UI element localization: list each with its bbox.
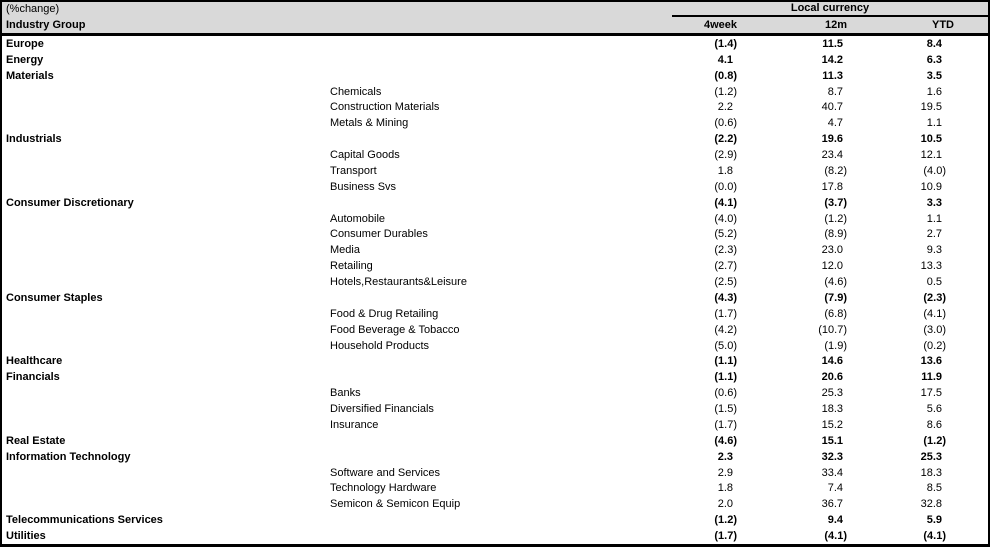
table-row (2, 195, 988, 211)
value-ytd: 1.1 (926, 212, 942, 225)
value-12m: 23.4 (821, 149, 843, 162)
table-row (2, 211, 988, 227)
value-4week: (1.2) (714, 514, 737, 527)
table-row (2, 131, 988, 147)
value-4week: (4.0) (714, 212, 737, 225)
industry-group-header: Industry Group (6, 18, 86, 31)
industry-group-label: Europe (6, 37, 44, 50)
table-row (2, 306, 988, 322)
value-4week: (5.2) (714, 228, 737, 241)
industry-group-label: Information Technology (6, 450, 131, 463)
value-12m: 7.4 (827, 482, 843, 495)
value-12m: 15.2 (821, 418, 843, 431)
value-4week: (2.7) (714, 260, 737, 273)
value-ytd: 8.6 (926, 418, 942, 431)
table-row (2, 179, 988, 195)
value-ytd: 2.7 (926, 228, 942, 241)
table-header (2, 2, 988, 36)
value-4week: 4.1 (717, 53, 733, 66)
percent-change-label: (%change) (6, 3, 60, 15)
table-row (2, 100, 988, 116)
value-4week: (1.5) (714, 403, 737, 416)
value-ytd: 13.6 (920, 355, 942, 368)
value-12m: 19.6 (821, 133, 843, 146)
value-12m: 4.7 (827, 117, 843, 130)
value-4week: (2.5) (714, 276, 737, 289)
sub-industry-label: Retailing (330, 260, 373, 273)
sub-industry-label: Diversified Financials (330, 403, 434, 416)
value-ytd: 3.3 (926, 196, 942, 209)
value-4week: (1.7) (714, 418, 737, 431)
value-4week: (1.7) (714, 530, 737, 543)
value-12m: 14.2 (821, 53, 843, 66)
industry-group-label: Energy (6, 53, 44, 66)
header-row-top (2, 2, 988, 17)
value-4week: (4.6) (714, 434, 737, 447)
value-12m: (1.2) (824, 212, 847, 225)
value-4week: (2.3) (714, 244, 737, 257)
value-ytd: (4.1) (923, 530, 946, 543)
industry-group-label: Real Estate (6, 434, 66, 447)
table-row (2, 481, 988, 497)
value-ytd: 25.3 (920, 450, 942, 463)
value-4week: 2.0 (717, 498, 733, 511)
industry-group-label: Financials (6, 371, 60, 384)
table-row (2, 496, 988, 512)
value-12m: (4.1) (824, 530, 847, 543)
value-4week: (2.2) (714, 133, 737, 146)
industry-group-label: Industrials (6, 133, 62, 146)
value-12m: 14.6 (821, 355, 843, 368)
value-4week: (0.6) (714, 387, 737, 400)
value-12m: (1.9) (824, 339, 847, 352)
sub-industry-label: Technology Hardware (330, 482, 437, 495)
value-ytd: 19.5 (920, 101, 942, 114)
value-12m: (4.6) (824, 276, 847, 289)
value-4week: (4.3) (714, 291, 737, 304)
value-12m: 15.1 (821, 434, 843, 447)
value-ytd: 3.5 (926, 69, 942, 82)
sub-industry-label: Food Beverage & Tobacco (330, 323, 460, 336)
value-ytd: 10.5 (920, 133, 942, 146)
value-4week: 2.3 (717, 450, 733, 463)
sub-industry-label: Media (330, 244, 360, 257)
sub-industry-label: Consumer Durables (330, 228, 428, 241)
table-row (2, 147, 988, 163)
value-4week: (0.8) (714, 69, 737, 82)
table-row (2, 401, 988, 417)
sub-industry-label: Chemicals (330, 85, 382, 98)
value-ytd: 10.9 (920, 180, 942, 193)
value-ytd: 5.6 (926, 403, 942, 416)
sub-industry-label: Semicon & Semicon Equip (330, 498, 461, 511)
value-ytd: 8.5 (926, 482, 942, 495)
industry-group-label: Consumer Staples (6, 291, 103, 304)
value-12m: (8.9) (824, 228, 847, 241)
value-ytd: 13.3 (920, 260, 942, 273)
value-12m: 11.3 (822, 69, 843, 82)
sub-industry-label: Food & Drug Retailing (330, 307, 439, 320)
industry-group-label: Utilities (6, 530, 46, 543)
value-4week: 2.2 (717, 101, 733, 114)
value-ytd: 32.8 (920, 498, 942, 511)
value-12m: 40.7 (821, 101, 843, 114)
sub-industry-label: Insurance (330, 418, 379, 431)
header-row-columns (2, 17, 988, 33)
value-12m: 33.4 (821, 466, 843, 479)
sub-industry-label: Software and Services (330, 466, 441, 479)
value-ytd: 18.3 (920, 466, 942, 479)
value-12m: (7.9) (824, 291, 847, 304)
value-ytd: 1.1 (926, 117, 942, 130)
value-4week: (0.6) (714, 117, 737, 130)
table-row (2, 227, 988, 243)
value-12m: 17.8 (821, 180, 843, 193)
value-ytd: 17.5 (920, 387, 942, 400)
value-4week: 1.8 (717, 482, 733, 495)
value-12m: 11.5 (822, 37, 843, 50)
value-12m: 12.0 (821, 260, 843, 273)
table-row (2, 322, 988, 338)
value-4week: (4.1) (714, 196, 737, 209)
table-row (2, 338, 988, 354)
table-row (2, 163, 988, 179)
value-12m: 9.4 (827, 514, 843, 527)
value-4week: 2.9 (717, 466, 733, 479)
value-12m: (8.2) (824, 164, 847, 177)
value-4week: (1.1) (714, 355, 737, 368)
industry-group-label: Consumer Discretionary (6, 196, 134, 209)
value-ytd: (2.3) (923, 291, 946, 304)
value-ytd: (1.2) (923, 434, 946, 447)
sub-industry-label: Business Svs (330, 180, 397, 193)
value-12m: 23.0 (821, 244, 843, 257)
sub-industry-label: Hotels,Restaurants&Leisure (330, 276, 467, 289)
industry-group-label: Healthcare (6, 355, 63, 368)
table-row (2, 417, 988, 433)
sub-industry-label: Construction Materials (330, 101, 440, 114)
value-ytd: 0.5 (926, 276, 942, 289)
table-row (2, 385, 988, 401)
table-row (2, 449, 988, 465)
sub-industry-label: Transport (330, 164, 377, 177)
sub-industry-label: Household Products (330, 339, 430, 352)
table-row (2, 369, 988, 385)
table-row (2, 528, 988, 544)
table-row (2, 433, 988, 449)
table-row (2, 512, 988, 528)
value-12m: (3.7) (824, 196, 847, 209)
table-row (2, 115, 988, 131)
value-4week: (2.9) (714, 149, 737, 162)
value-ytd: 6.3 (926, 53, 942, 66)
value-ytd: (0.2) (923, 339, 946, 352)
table-row (2, 52, 988, 68)
value-ytd: 9.3 (926, 244, 942, 257)
col-header-12m: 12m (824, 18, 847, 31)
value-12m: 20.6 (821, 371, 843, 384)
table-row (2, 68, 988, 84)
value-ytd: 11.9 (921, 371, 942, 384)
table-row (2, 258, 988, 274)
table-row (2, 290, 988, 306)
value-12m: 32.3 (821, 450, 843, 463)
table-row (2, 274, 988, 290)
value-ytd: (4.0) (923, 164, 946, 177)
sub-industry-label: Capital Goods (330, 149, 400, 162)
value-ytd: 1.6 (926, 85, 942, 98)
value-4week: 1.8 (717, 164, 733, 177)
value-12m: 25.3 (821, 387, 843, 400)
sub-industry-label: Automobile (330, 212, 386, 225)
col-header-4week: 4week (703, 18, 737, 31)
table-row (2, 84, 988, 100)
value-4week: (1.4) (714, 37, 737, 50)
value-4week: (1.7) (714, 307, 737, 320)
industry-group-label: Materials (6, 69, 54, 82)
value-ytd: (4.1) (923, 307, 946, 320)
value-12m: 36.7 (821, 498, 843, 511)
sub-industry-label: Banks (330, 387, 361, 400)
value-ytd: 5.9 (926, 514, 942, 527)
col-header-ytd: YTD (932, 18, 954, 31)
local-currency-header: Local currency (672, 2, 988, 17)
sub-industry-label: Metals & Mining (330, 117, 409, 130)
value-ytd: 8.4 (926, 37, 942, 50)
value-4week: (0.0) (714, 180, 737, 193)
value-12m: (6.8) (824, 307, 847, 320)
industry-group-label: Telecommunications Services (6, 514, 163, 527)
value-ytd: (3.0) (923, 323, 946, 336)
table-row (2, 242, 988, 258)
table-body (2, 36, 988, 544)
value-ytd: 12.1 (920, 149, 942, 162)
value-12m: 8.7 (827, 85, 843, 98)
table-row (2, 36, 988, 52)
value-12m: 18.3 (821, 403, 843, 416)
value-4week: (1.1) (714, 371, 737, 384)
value-12m: (10.7) (818, 323, 847, 336)
value-4week: (4.2) (714, 323, 737, 336)
table-row (2, 354, 988, 370)
value-4week: (5.0) (714, 339, 737, 352)
value-4week: (1.2) (714, 85, 737, 98)
table-row (2, 465, 988, 481)
